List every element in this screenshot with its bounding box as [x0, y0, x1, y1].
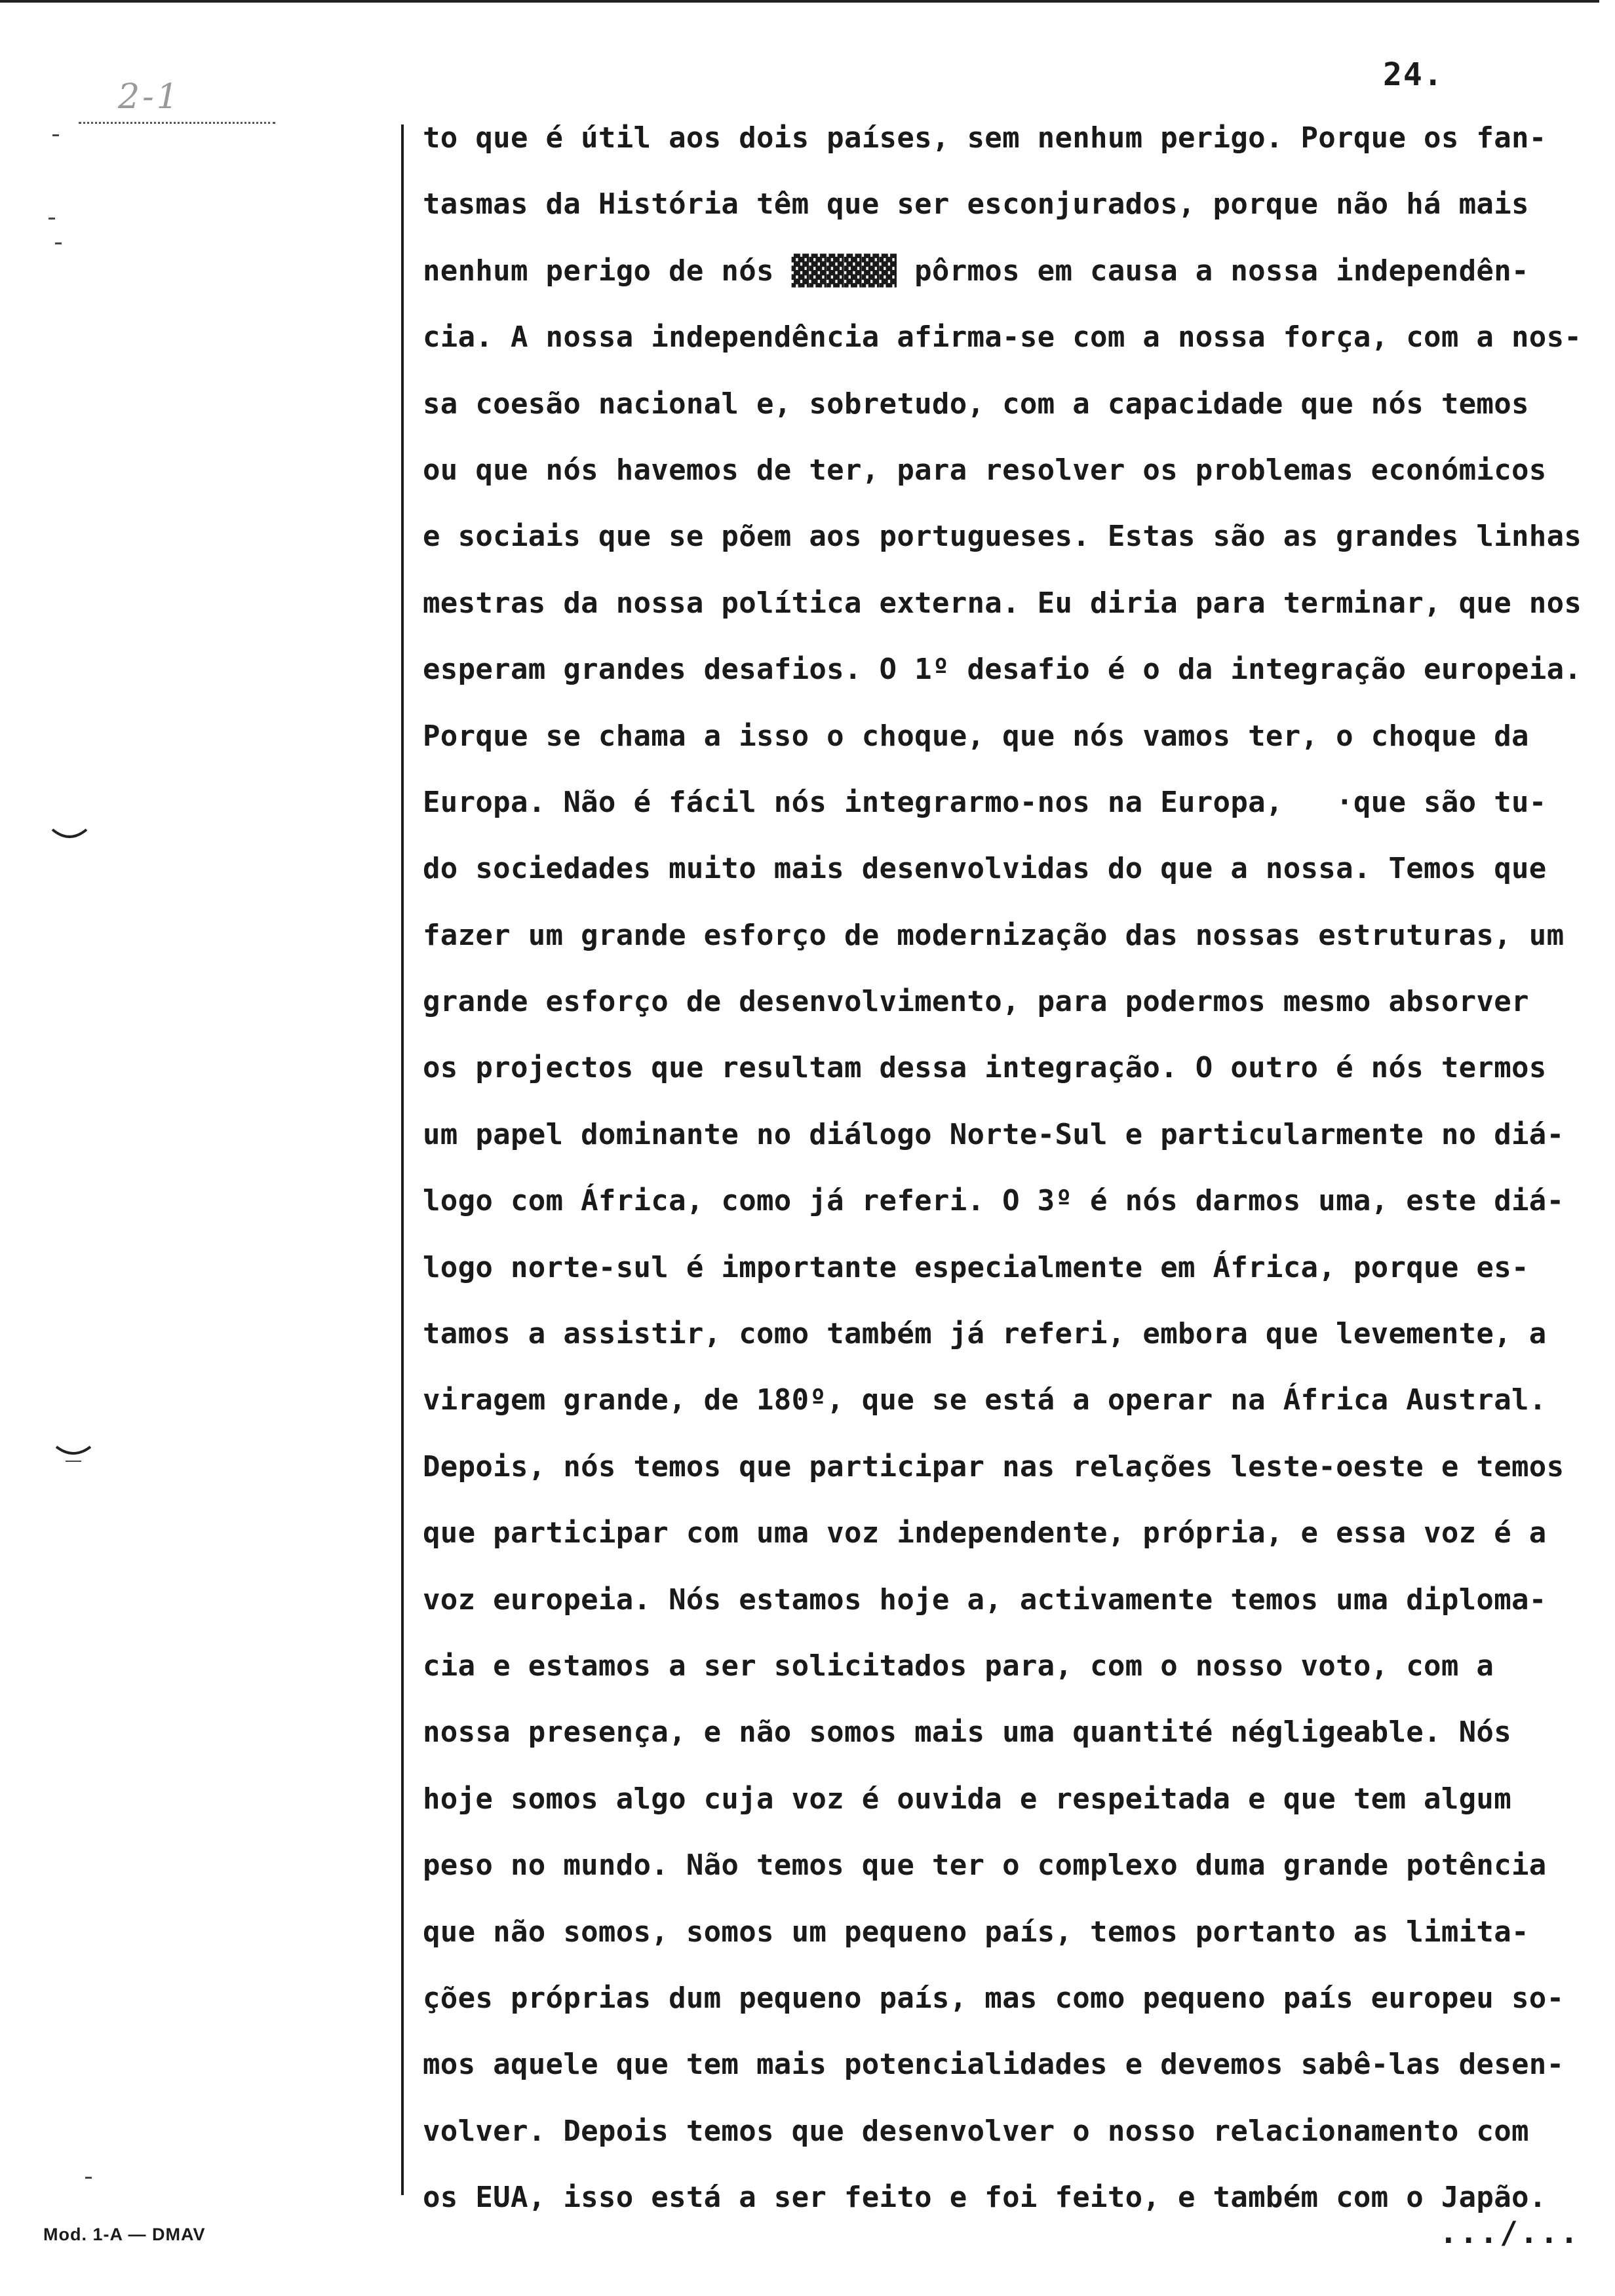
text-line: um papel dominante no diálogo Norte-Sul e particularmente no diá- [423, 1117, 1565, 1151]
text-line: esperam grandes desafios. O 1º desafio é o da integração europeia. [423, 653, 1582, 687]
top-edge-rule [0, 0, 1599, 3]
punch-hole-mark [51, 827, 88, 847]
text-line: to que é útil aos dois países, sem nenhum perigo. Porque os fan- [423, 121, 1547, 155]
form-code: Mod. 1-A — DMAV [43, 2225, 206, 2244]
margin-tick-mark [55, 242, 62, 244]
text-line: tasmas da História têm que ser esconjurados, porque não há mais [423, 187, 1529, 221]
text-line: tamos a assistir, como também já referi, embora que levemente, a [423, 1317, 1547, 1351]
text-line: e sociais que se põem aos portugueses. Estas são as grandes linhas [423, 520, 1582, 554]
text-line: Europa. Não é fácil nós integrarmo-nos na Europa, ·que são tu- [423, 785, 1547, 819]
margin-tick-mark [49, 218, 55, 220]
margin-reference-underline [79, 122, 275, 124]
text-line: os projectos que resultam dessa integração. O outro é nós termos [423, 1051, 1547, 1085]
text-line: que não somos, somos um pequeno país, temos portanto as limita- [423, 1915, 1529, 1949]
text-line: logo com África, como já referi. O 3º é nós darmos uma, este diá- [423, 1184, 1565, 1218]
text-line: logo norte-sul é importante especialmente em África, porque es- [423, 1250, 1529, 1284]
text-line: do sociedades muito mais desenvolvidas do que a nossa. Temos que [423, 852, 1547, 886]
text-line: fazer um grande esforço de modernização das nossas estruturas, um [423, 918, 1565, 952]
text-line: peso no mundo. Não temos que ter o complexo duma grande potência [423, 1848, 1547, 1883]
text-line: nossa presença, e não somos mais uma quantité négligeable. Nós [423, 1715, 1511, 1750]
left-margin-rule [401, 124, 404, 2195]
text-line: ou que nós havemos de ter, para resolver os problemas económicos [423, 453, 1547, 487]
punch-hole-mark [55, 1444, 92, 1464]
text-line: Porque se chama a isso o choque, que nós vamos ter, o choque da [423, 719, 1529, 753]
page-number: 24. [1383, 56, 1444, 93]
body-text [423, 105, 1603, 2231]
text-line: Depois, nós temos que participar nas relações leste-oeste e temos [423, 1449, 1565, 1483]
text-line: voz europeia. Nós estamos hoje a, activamente temos uma diploma- [423, 1582, 1547, 1617]
text-line: os EUA, isso está a ser feito e foi feito, e também com o Japão. [423, 2181, 1547, 2215]
margin-reference-number: 2-1 [118, 77, 181, 117]
text-line: nenhum perigo de nós ▓▓▓▓▓▓ pôrmos em causa a nossa independên- [423, 254, 1529, 288]
text-line: mestras da nossa política externa. Eu diria para terminar, que nos [423, 586, 1582, 620]
text-line: viragem grande, de 180º, que se está a operar na África Austral. [423, 1383, 1547, 1417]
text-line: mos aquele que tem mais potencialidades e devemos sabê-las desen- [423, 2048, 1565, 2082]
text-line: grande esforço de desenvolvimento, para podermos mesmo absorver [423, 985, 1529, 1019]
margin-tick-mark [85, 2177, 92, 2179]
margin-tick-mark [52, 134, 59, 136]
continuation-mark: .../... [1439, 2215, 1580, 2250]
text-line: hoje somos algo cuja voz é ouvida e respeitada e que tem algum [423, 1782, 1511, 1816]
text-line: que participar com uma voz independente, própria, e essa voz é a [423, 1516, 1547, 1550]
text-line: cia. A nossa independência afirma-se com a nossa força, com a nos- [423, 320, 1582, 354]
text-line: sa coesão nacional e, sobretudo, com a capacidade que nós temos [423, 387, 1529, 421]
text-line: cia e estamos a ser solicitados para, com o nosso voto, com a [423, 1649, 1494, 1683]
text-line: ções próprias dum pequeno país, mas como pequeno país europeu so- [423, 1981, 1565, 2015]
text-line: volver. Depois temos que desenvolver o nosso relacionamento com [423, 2114, 1529, 2148]
